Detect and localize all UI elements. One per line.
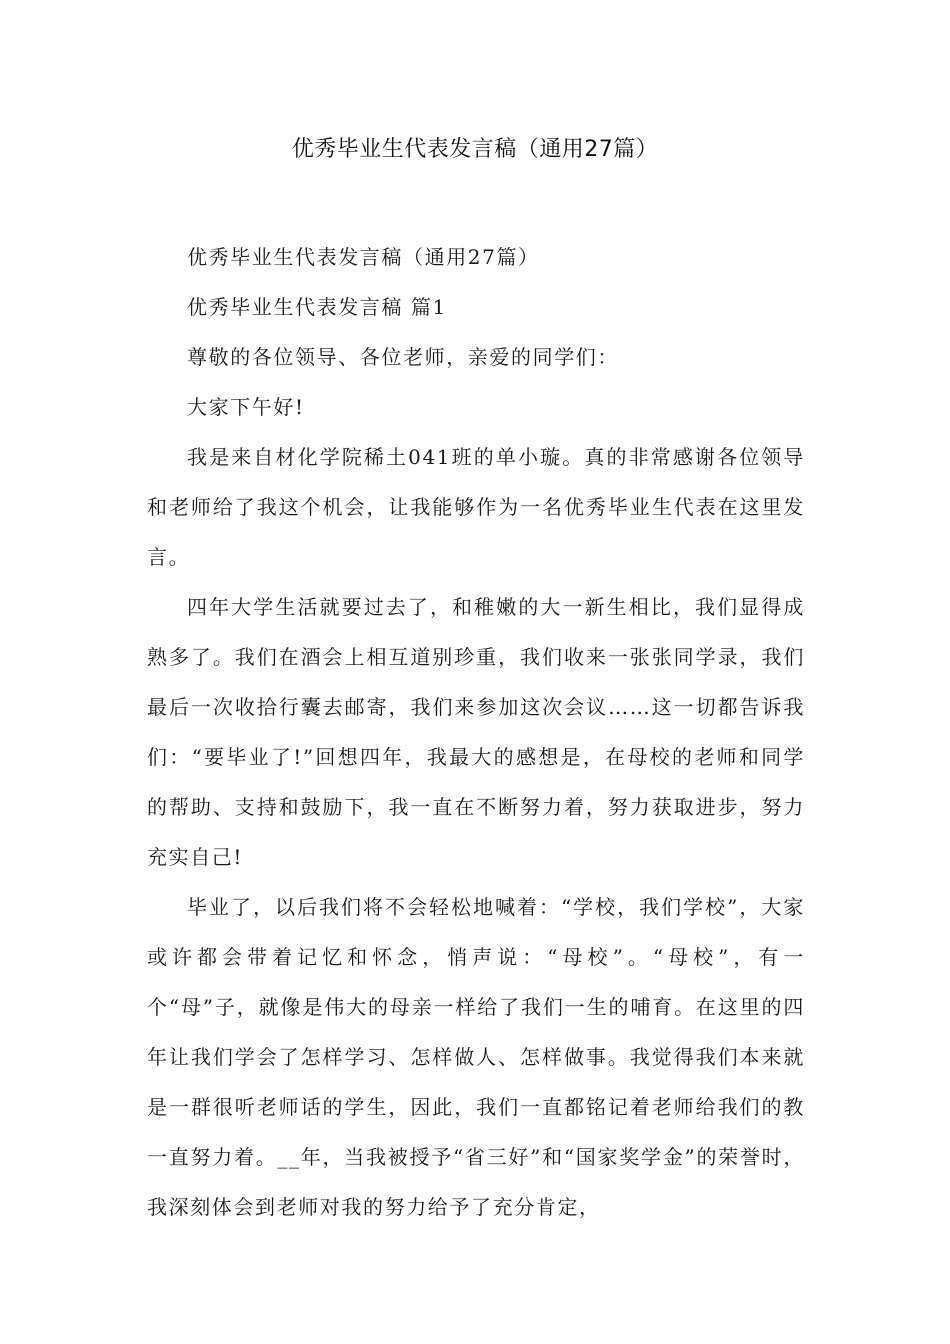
- paragraph-reflection: 四年大学生活就要过去了，和稚嫩的大一新生相比，我们显得成熟多了。我们在酒会上相互道别珍重，我们收来一张张同学录，我们最后一次收拾行囊去邮寄，我们来参加这次会议……这一切都告诉我们：“要毕业了!”回想四年，我最大的感想是，在母校的老师和同学的帮助、支持和鼓励下，我一直在不断努力着，努力获取进步，努力充实自己!: [147, 595, 805, 869]
- document-body: [147, 232, 805, 1232]
- paragraph-alma-mater: 毕业了，以后我们将不会轻松地喊着：“学校，我们学校”，大家或许都会带着记忆和怀念，悄声说：“母校”。“母校”，有一个“母”子，就像是伟大的母亲一样给了我们一生的哺育。在这里的四年让我们学会了怎样学习、怎样做人、怎样做事。我觉得我们本来就是一群很听老师话的学生，因此，我们一直都铭记着老师给我们的教一直努力着。__年，当我被授予“省三好”和“国家奖学金”的荣誉时，我深刻体会到老师对我的努力给予了充分肯定，: [147, 895, 805, 1219]
- paragraph-subtitle: 优秀毕业生代表发言稿（通用27篇）: [187, 245, 540, 269]
- paragraph-section-heading: 优秀毕业生代表发言稿 篇1: [187, 295, 447, 319]
- paragraph-salutation: 尊敬的各位领导、各位老师，亲爱的同学们：: [187, 345, 619, 369]
- paragraph-introduction: 我是来自材化学院稀土041班的单小璇。真的非常感谢各位领导和老师给了我这个机会，让我能够作为一名优秀毕业生代表在这里发言。: [147, 445, 805, 569]
- document-title: 优秀毕业生代表发言稿（通用27篇）: [291, 137, 659, 162]
- paragraph-greeting: 大家下午好!: [187, 395, 305, 419]
